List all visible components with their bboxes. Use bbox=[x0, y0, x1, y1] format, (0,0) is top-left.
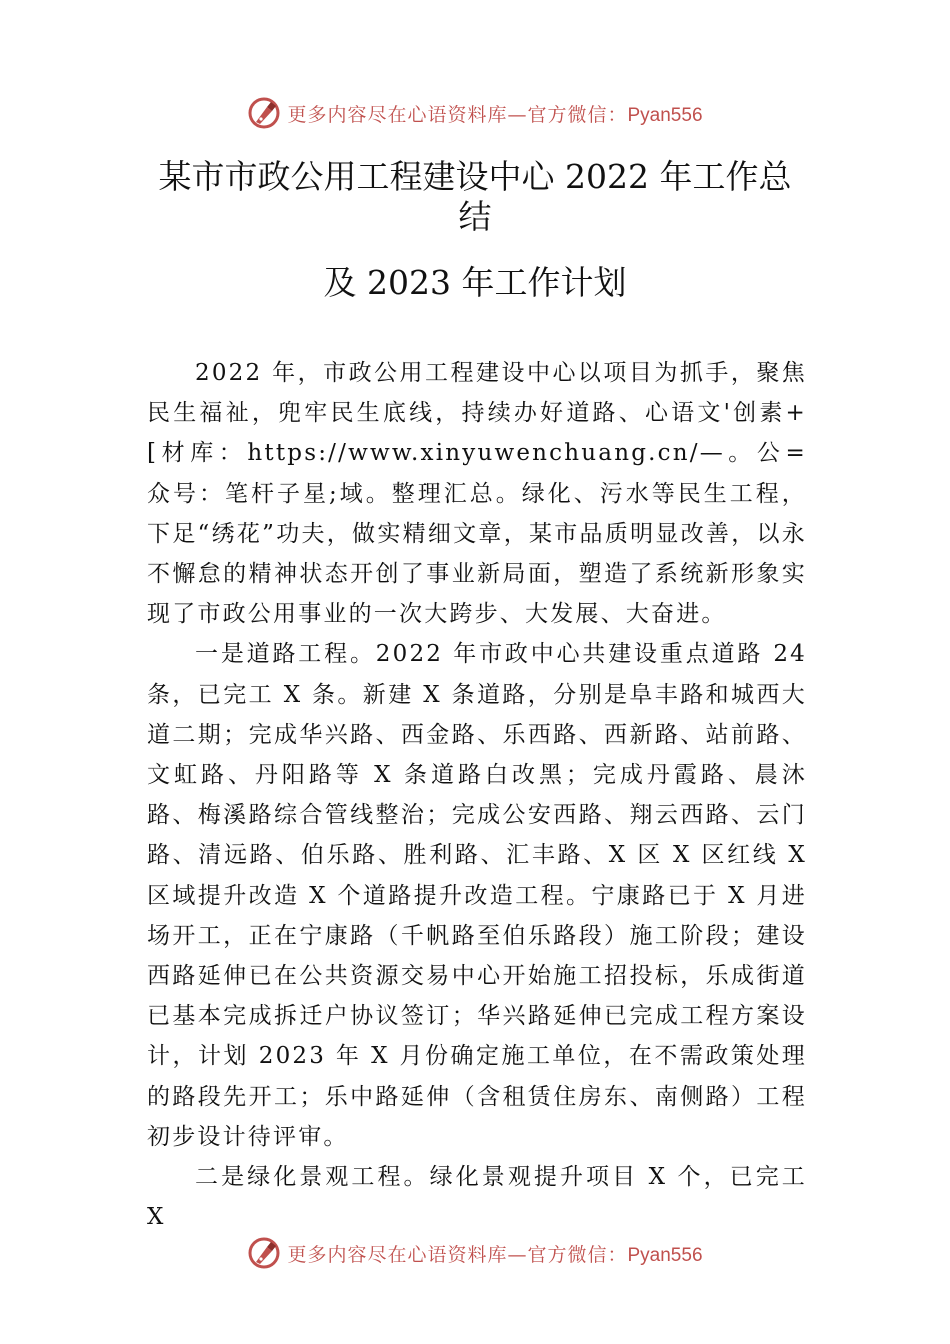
document-title-line-2: 结 bbox=[458, 197, 492, 236]
footer-watermark-banner bbox=[0, 1236, 950, 1270]
paragraph-intro: 2022 年，市政公用工程建设中心以项目为抓手，聚焦民生福祉，兜牢民生底线，持续办好道路、心语文'创素+[材库：https://www.xinyuwenchuang.cn/—。公=众号：笔杆子星;域。整理汇总。绿化、污水等民生工程，下足“绣花”功夫，做实精细文章，某市品质明显改善，以永不懈怠的精神状态开创了事业新局面，塑造了系统新形象实现了市政公用事业的一次大跨步、大发展、大奋进。 bbox=[147, 360, 807, 628]
document-title-line-1: 某市市政公用工程建设中心 2022 年工作总 bbox=[158, 157, 792, 196]
paragraph-road-works: 一是道路工程。2022 年市政中心共建设重点道路 24 条，已完工 X 条。新建 X 条道路，分别是阜丰路和城西大道二期；完成华兴路、西金路、乐西路、西新路、站前路、文虹路、丹阳路等 X 条道路白改黑；完成丹霞路、晨沐路、梅溪路综合管线整治；完成公安西路、翔云西路、云门路、清远路、伯乐路、胜利路、汇丰路、X 区 X 区红线 X 区域提升改造 X 个道路提升改造工程。宁康路已于 X 月进场开工，正在宁康路（千帆路至伯乐路段）施工阶段；建设西路延伸已在公共资源交易中心开始施工招投标，乐成街道已基本完成拆迁户协议签订；华兴路延伸已完成工程方案设计，计划 2023 年 X 月份确定施工单位，在不需政策处理的路段先开工；乐中路延伸（含租赁住房东、南侧路）工程初步设计待评审。 bbox=[147, 641, 807, 1150]
pen-nib-icon bbox=[247, 1236, 281, 1270]
document-title-line-3: 及 2023 年工作计划 bbox=[323, 263, 627, 302]
document-body bbox=[147, 353, 807, 1237]
pen-nib-icon bbox=[247, 96, 281, 130]
paragraph-greening-works: 二是绿化景观工程。绿化景观提升项目 X 个，已完工 X bbox=[147, 1164, 807, 1231]
header-watermark-banner bbox=[0, 96, 950, 130]
wechat-id: Pyan556 bbox=[627, 104, 703, 126]
watermark-text: 更多内容尽在心语资料库—官方微信：Pyan556 bbox=[287, 103, 703, 126]
watermark-text: 更多内容尽在心语资料库—官方微信：Pyan556 bbox=[287, 1243, 703, 1266]
wechat-id: Pyan556 bbox=[627, 1244, 703, 1266]
